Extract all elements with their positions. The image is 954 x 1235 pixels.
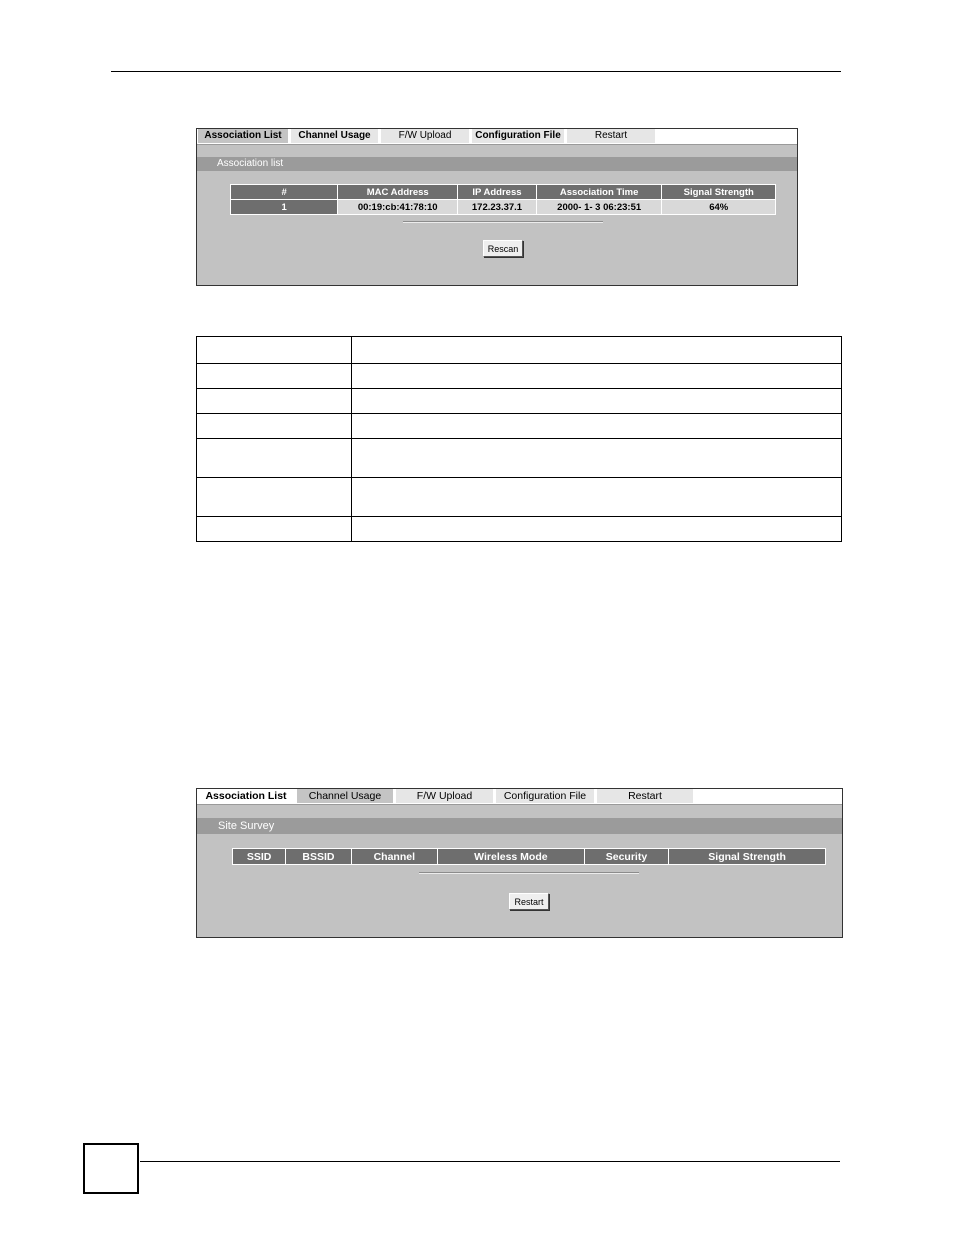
column-header: Wireless Mode	[438, 849, 585, 865]
column-header: SSID	[233, 849, 286, 865]
footer-rule	[140, 1161, 840, 1162]
site-survey-screenshot	[196, 788, 843, 938]
table-cell	[352, 414, 842, 439]
table-cell	[197, 517, 352, 542]
table-cell	[197, 337, 352, 364]
table-cell	[197, 478, 352, 517]
table-cell: 1	[231, 200, 338, 215]
table-cell	[197, 414, 352, 439]
table-cell	[352, 439, 842, 478]
table-cell	[197, 389, 352, 414]
tab-fw-upload[interactable]: F/W Upload	[396, 789, 493, 803]
field-description-table	[196, 336, 842, 542]
tab-channel-usage[interactable]: Channel Usage	[297, 789, 393, 803]
table-row	[197, 414, 842, 439]
table-cell: 00:19:cb:41:78:10	[338, 200, 458, 215]
rescan-button[interactable]: Rescan	[483, 240, 523, 257]
restart-button[interactable]: Restart	[509, 893, 549, 910]
site-survey-table	[232, 848, 826, 865]
tab-restart[interactable]: Restart	[567, 129, 655, 143]
tab-fw-upload[interactable]: F/W Upload	[381, 129, 469, 143]
table-cell: 64%	[662, 200, 776, 215]
tab-restart[interactable]: Restart	[597, 789, 693, 803]
column-header: Channel	[351, 849, 437, 865]
table-cell	[197, 364, 352, 389]
column-header: IP Address	[458, 185, 537, 200]
table-cell: 172.23.37.1	[458, 200, 537, 215]
divider	[419, 872, 639, 874]
association-list-screenshot	[196, 128, 798, 286]
tab-configuration-file[interactable]: Configuration File	[496, 789, 594, 803]
tab-configuration-file[interactable]: Configuration File	[472, 129, 564, 143]
table-cell	[352, 478, 842, 517]
table-header-row	[231, 185, 776, 200]
tab-association-list[interactable]: Association List	[198, 789, 294, 803]
table-row	[197, 364, 842, 389]
tab-bar	[197, 789, 842, 805]
table-cell	[352, 337, 842, 364]
column-header: Signal Strength	[669, 849, 826, 865]
column-header: #	[231, 185, 338, 200]
table-cell: 2000- 1- 3 06:23:51	[536, 200, 662, 215]
table-row	[197, 439, 842, 478]
table-cell	[352, 389, 842, 414]
section-title: Association list	[217, 158, 284, 169]
page-number-box	[83, 1143, 139, 1194]
association-table	[230, 184, 776, 215]
table-row	[197, 389, 842, 414]
column-header: BSSID	[286, 849, 351, 865]
header-rule	[111, 71, 841, 72]
table-cell	[352, 364, 842, 389]
tab-bar	[197, 129, 797, 145]
tab-channel-usage[interactable]: Channel Usage	[291, 129, 378, 143]
column-header: MAC Address	[338, 185, 458, 200]
section-title: Site Survey	[218, 820, 275, 832]
column-header: Security	[584, 849, 668, 865]
section-title-bar	[197, 818, 842, 834]
table-header-row	[233, 849, 826, 865]
table-cell	[352, 517, 842, 542]
table-row	[197, 478, 842, 517]
divider	[403, 221, 603, 223]
table-row	[197, 517, 842, 542]
column-header: Association Time	[536, 185, 662, 200]
column-header: Signal Strength	[662, 185, 776, 200]
section-title-bar	[197, 157, 797, 171]
table-cell	[197, 439, 352, 478]
table-row	[231, 200, 776, 215]
table-header-row	[197, 337, 842, 364]
tab-association-list[interactable]: Association List	[198, 129, 288, 143]
